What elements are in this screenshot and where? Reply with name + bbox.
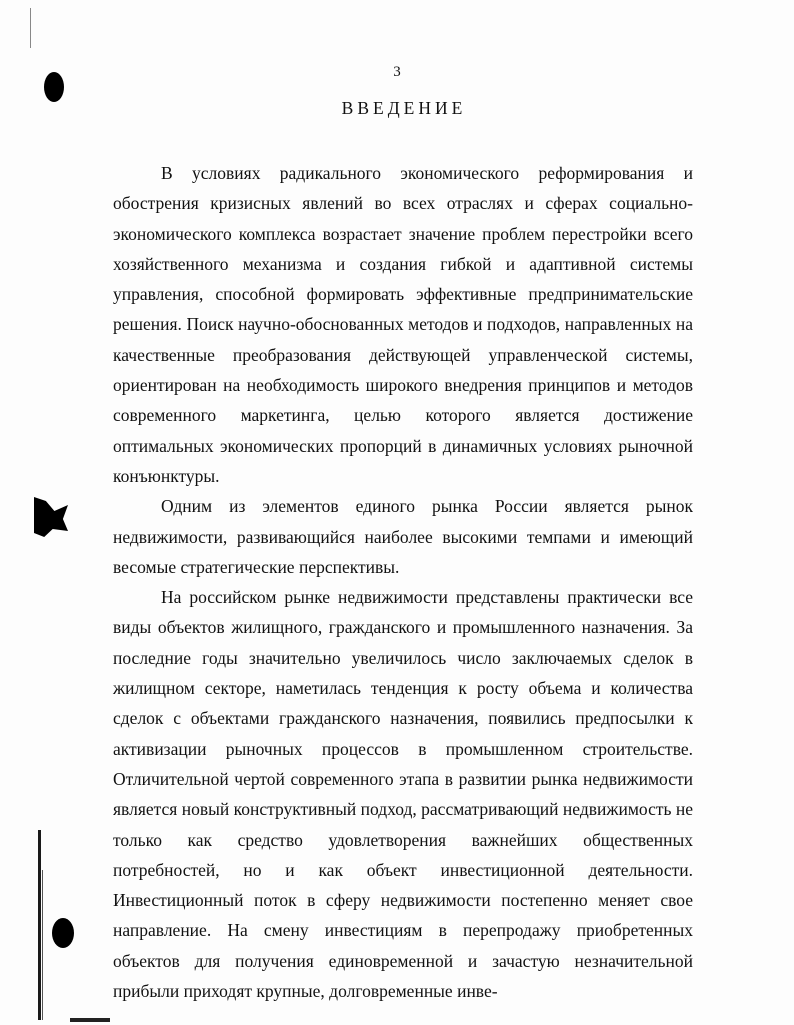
page-title: ВВЕДЕНИЕ bbox=[341, 98, 467, 118]
page-number: 3 bbox=[393, 64, 401, 80]
scan-edge-line bbox=[38, 830, 41, 1020]
paragraph: На российском рынке недвижимости представлены практически все виды объектов жилищного, гражданского и промышленного назначения. За последние годы значительно увеличилось число заключаемых сделок в жилищном секторе, наметилась тенденция к росту объема и количества сделок с объектами гражданского назначения, появились предпосылки к активизации рыночных процессов в промышленном строительстве. Отличительной чертой современного этапа в развитии рынка недвижимости является новый конструктивный подход, рассматривающий недвижимость не только как средство удовлетворения важнейших общественных потребностей, но и как объект инвестиционной деятельности. Инвестиционный поток в сферу недвижимости постепенно меняет свое направление. На смену инвестициям в перепродажу приобретенных объектов для получения единовременной и зачастую незначительной прибыли приходят крупные, долговременные инве- bbox=[113, 587, 693, 1002]
paragraph: Одним из элементов единого рынка России является рынок недвижимости, развивающийся наиболее высокими темпами и имеющий весомые стратегические перспективы. bbox=[113, 496, 693, 577]
punch-hole-mark bbox=[52, 918, 74, 948]
scan-artifact bbox=[70, 1018, 110, 1022]
scan-edge-line bbox=[42, 870, 43, 1020]
binder-clip-mark bbox=[34, 497, 68, 537]
paragraph: В условиях радикального экономического реформирования и обострения кризисных явлений во всех отраслях и сферах социально-экономического комплекса возрастает значение проблем перестройки всего хозяйственного механизма и создания гибкой и адаптивной системы управления, способной формировать эффективные предпринимательские решения. Поиск научно-обоснованных методов и подходов, направленных на качественные преобразования действующей управленческой системы, ориентирован на необходимость широкого внедрения принципов и методов современного маркетинга, целью которого является достижение оптимальных экономических пропорций в динамичных условиях рыночной конъюнктуры. bbox=[113, 163, 693, 486]
body-text bbox=[113, 158, 693, 1006]
scan-edge-line bbox=[30, 8, 31, 48]
